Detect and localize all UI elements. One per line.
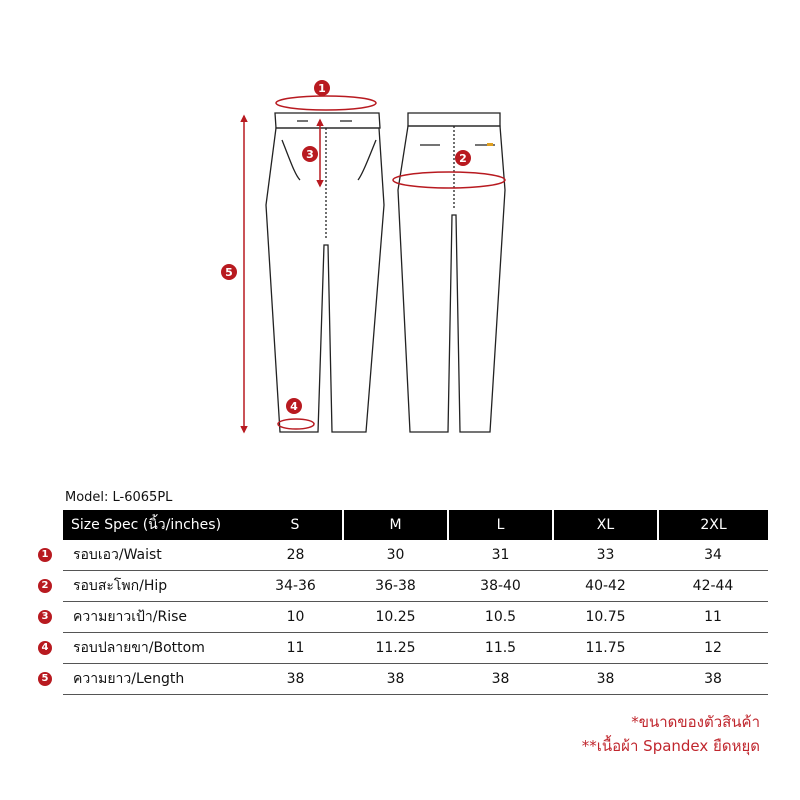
cell: 36-38 — [343, 571, 448, 602]
note-product-size: *ขนาดของตัวสินค้า — [631, 713, 760, 731]
table-row — [63, 540, 768, 571]
table-row — [63, 664, 768, 695]
marker-3 — [302, 146, 318, 162]
table-row — [63, 633, 768, 664]
cell: 30 — [343, 540, 448, 571]
row-label-hip: รอบสะโพก/Hip — [63, 571, 248, 602]
cell: 34-36 — [248, 571, 343, 602]
cell: 11.75 — [553, 633, 658, 664]
cell: 40-42 — [553, 571, 658, 602]
cell: 28 — [248, 540, 343, 571]
marker-2 — [455, 150, 471, 166]
cell: 10 — [248, 602, 343, 633]
row-marker-3: 3 — [38, 610, 52, 624]
pants-back-view — [398, 113, 505, 432]
row-label-rise: ความยาวเป้า/Rise — [63, 602, 248, 633]
cell: 38 — [343, 664, 448, 695]
cell: 33 — [553, 540, 658, 571]
cell: 10.75 — [553, 602, 658, 633]
svg-text:5: 5 — [225, 266, 233, 279]
cell: 42-44 — [658, 571, 768, 602]
cell: 38 — [248, 664, 343, 695]
row-label-bottom: รอบปลายขา/Bottom — [63, 633, 248, 664]
marker-5 — [221, 264, 237, 280]
marker-4 — [286, 398, 302, 414]
row-marker-2: 2 — [38, 579, 52, 593]
cell: 11.5 — [448, 633, 553, 664]
table-row — [63, 602, 768, 633]
header-m: M — [343, 510, 448, 540]
header-xl: XL — [553, 510, 658, 540]
cell: 12 — [658, 633, 768, 664]
note-fabric-spandex: **เนื้อผ้า Spandex ยืดหยุด — [581, 737, 760, 755]
table-header-row — [63, 510, 768, 540]
row-marker-1: 1 — [38, 548, 52, 562]
cell: 34 — [658, 540, 768, 571]
header-2xl: 2XL — [658, 510, 768, 540]
row-marker-5: 5 — [38, 672, 52, 686]
svg-text:2: 2 — [459, 152, 467, 165]
row-marker-4: 4 — [38, 641, 52, 655]
cell: 10.25 — [343, 602, 448, 633]
table-row — [63, 571, 768, 602]
size-spec-table — [63, 510, 768, 695]
cell: 38 — [448, 664, 553, 695]
cell: 38 — [658, 664, 768, 695]
header-s: S — [248, 510, 343, 540]
svg-text:1: 1 — [318, 82, 326, 95]
header-l: L — [448, 510, 553, 540]
row-label-waist: รอบเอว/Waist — [63, 540, 248, 571]
cell: 31 — [448, 540, 553, 571]
svg-text:4: 4 — [290, 400, 298, 413]
cell: 38 — [553, 664, 658, 695]
header-size-spec: Size Spec (นิ้ว/inches) — [63, 510, 248, 540]
cell: 11 — [248, 633, 343, 664]
marker-1 — [314, 80, 330, 96]
cell: 38-40 — [448, 571, 553, 602]
svg-text:3: 3 — [306, 148, 314, 161]
model-label: Model: L-6065PL — [65, 490, 173, 505]
pants-front-view — [266, 113, 384, 432]
cell: 10.5 — [448, 602, 553, 633]
cell: 11.25 — [343, 633, 448, 664]
row-label-length: ความยาว/Length — [63, 664, 248, 695]
cell: 11 — [658, 602, 768, 633]
